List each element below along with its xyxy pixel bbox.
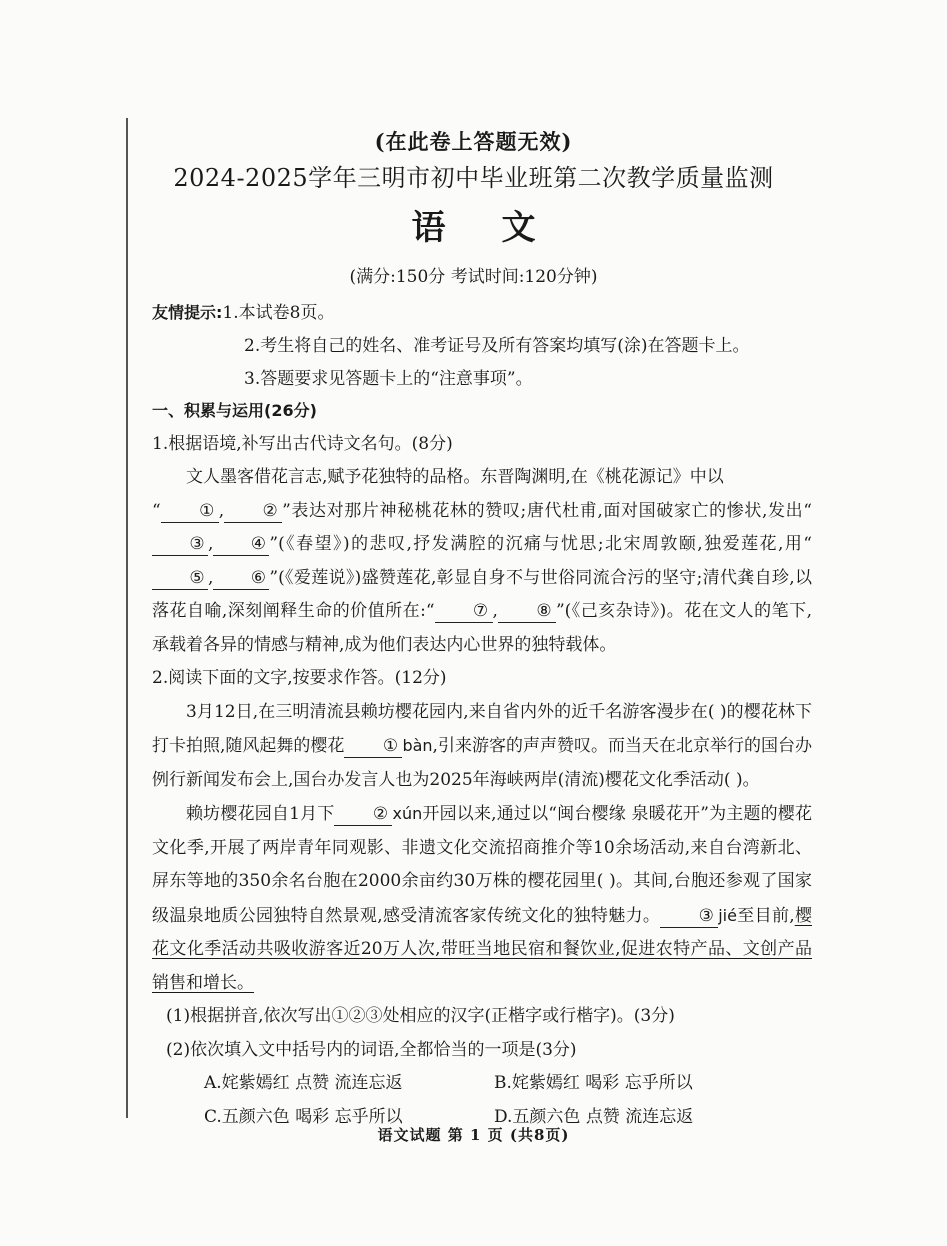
option-a: A.姹紫嫣红 点赞 流连忘返 [204,1073,403,1093]
answer-blank: ① [161,500,219,523]
passage-text: 赖坊樱花园自1月下 [186,804,335,824]
subject-title: 语文 [411,208,592,248]
passage-text: ”(《爱莲说》)盛赞莲花,彰显自身不与世俗同流合污的坚守;清代龚自珍,以落花自喻,深刻阐释生命的价值所在:“ [152,567,812,621]
sub-question-1: (1)根据拼音,依次写出①②③处相应的汉字(正楷字或行楷字)。(3分) [166,1006,675,1026]
answer-blank: ① [344,735,402,758]
sub-question-2: (2)依次填入文中括号内的词语,全都恰当的一项是(3分) [166,1039,577,1060]
passage-text: ”(《春望》)的悲叹,抒发满腔的沉痛与忧思;北宋周敦颐,独爱莲花,用“ [269,534,812,554]
question-1-passage: 文人墨客借花言志,赋予花独特的品格。东晋陶渊明,在《桃花源记》中以 “ ① , ② ”表达对那片神秘桃花林的赞叹;唐代杜甫,面对国破家亡的惨状,发出“③ , ④ ”(《春望》)的悲叹,抒发满腔的沉痛与忧思;北宋周敦颐,独爱莲花,用“⑤ , ⑥ ”(《爱莲说》)盛赞莲花,彰显自身不与世俗同流合污的坚守;清代龚自珍,以落花自喻,深刻阐释生命的价值所在:“ ⑦ , ⑧ ”(《己亥杂诗》)。花在文人的笔下,承载着各异的情感与精神,成为他们表达内心世界的独特载体。 [152,467,812,655]
tip-item: 1.本试卷8页。 [222,303,335,323]
tip-line-1 [152,296,852,330]
passage-text: 开园以来,通过以“闽台樱缘 泉暖花开”为主题的樱花文化季,开展了两岸青年同观影、非遗文化交流招商推介等10余场活动,来自台湾新北、屏东等地的350余名台胞在2000余亩约30万株的樱花园里( )。其间,台胞还参观了国家级温泉地质公园独特自然景观,感受清流客家传统文化的独特魅力。 [152,804,812,926]
friendly-tips [152,296,852,396]
answer-blank: ④ [213,533,269,556]
tip-item: 2.考生将自己的姓名、准考证号及所有答案均填写(涂)在答题卡上。 [244,336,750,356]
answer-blank: ③ [660,905,718,928]
score-time-info: (满分:150分 考试时间:120分钟) [349,267,598,287]
passage-text: 至目前, [736,905,795,926]
answer-blank: ⑧ [498,600,556,623]
question-2-paragraph-2 [152,797,812,1000]
answer-blank: ⑥ [213,567,269,590]
pinyin-hint: jié [718,905,737,925]
pinyin-hint: bàn [402,736,433,755]
passage-text: ”(《己亥杂诗》)。花在文人的笔下,承载着各异的情感与精神,成为他们表达内心世界的独特载体。 [152,601,812,655]
exam-content [152,394,812,1134]
option-c: C.五颜六色 喝彩 忘乎所以 [204,1106,403,1127]
exam-title: 2024-2025学年三明市初中毕业班第二次教学质量监测 [173,164,774,192]
invalid-notice: (在此卷上答题无效) [374,129,573,154]
tips-label: 友情提示: [152,303,223,322]
question-2-paragraph-1 [152,696,812,798]
passage-text: ,引来游客的声声赞叹。而当天在北京举行的国台办例行新闻发布会上,国台办发言人也为2025年海峡两岸(清流)樱花文化季活动( )。 [152,736,813,790]
answer-blank: ② [224,500,282,523]
answer-blank: ③ [152,533,208,556]
passage-text: 文人墨客借花言志,赋予花独特的品格。东晋陶渊明,在《桃花源记》中以 [186,467,724,487]
passage-text: ”表达对那片神秘桃花林的赞叹;唐代杜甫,面对国破家亡的惨状,发出“ [282,500,812,521]
passage-text: 3月12日,在三明清流县赖坊樱花园内,来自省内外的近千名游客漫步在( )的樱花林下打卡拍照,随风起舞的樱花 [152,701,812,756]
answer-blank: ⑦ [435,600,493,623]
option-b: B.姹紫嫣红 喝彩 忘乎所以 [494,1073,693,1093]
underlined-sentence: 樱花文化季活动共吸收游客近20万人次,带旺当地民宿和餐饮业,促进农特产品、文创产品销售和增长。 [152,905,813,993]
question-1-stem: 1.根据语境,补写出古代诗文名句。(8分) [152,433,453,454]
question-2-stem: 2.阅读下面的文字,按要求作答。(12分) [152,668,447,688]
answer-blank: ② [334,803,392,826]
answer-blank: ⑤ [152,567,208,590]
page-footer: 语文试题 第 1 页 (共8页) [377,1126,570,1144]
tip-item: 3.答题要求见答题卡上的“注意事项”。 [244,369,533,389]
pinyin-hint: xún [392,804,423,823]
option-d: D.五颜六色 点赞 流连忘返 [494,1106,694,1127]
section-title: 一、积累与运用(26分) [152,401,317,420]
